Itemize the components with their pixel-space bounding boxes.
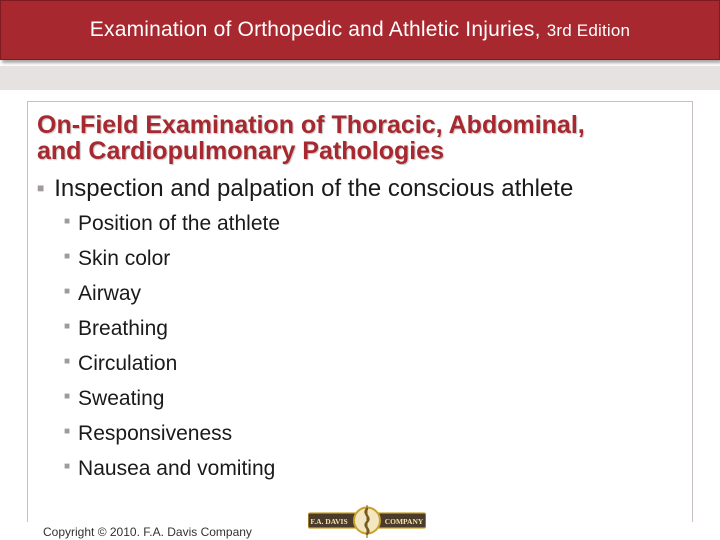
sub-bullet-item [64,419,280,454]
square-bullet-icon: ■ [64,216,71,228]
logo-text-right: COMPANY [384,517,424,526]
sub-bullet-item [64,454,280,489]
sub-bullet-text: Responsiveness [78,422,233,445]
sub-bullet-text: Nausea and vomiting [78,457,276,480]
sub-bullet-text: Skin color [78,247,171,270]
square-bullet-icon: ■ [64,251,71,263]
square-bullet-icon: ■ [64,286,71,298]
sub-bullet-item [64,349,280,384]
header-edition: 3rd Edition [546,21,631,40]
main-bullet [37,174,573,204]
square-bullet-icon: ■ [64,461,71,473]
header-title-text: Examination of Orthopedic and Athletic Injuries, [89,18,541,41]
fa-davis-logo [308,500,426,540]
sub-bullet-item [64,314,280,349]
sub-bullet-list [64,209,280,489]
sub-bullet-text: Sweating [78,387,165,410]
square-bullet-icon: ■ [64,356,71,368]
sub-bullet-item [64,279,280,314]
square-bullet-icon: ■ [37,180,45,195]
sub-bullet-text: Position of the athlete [78,212,281,235]
slide-title [37,112,677,164]
sub-bullet-item [64,244,280,279]
sub-bullet-item [64,384,280,419]
slide-title-line-1: On-Field Examination of Thoracic, Abdominal, [37,111,585,139]
header [0,0,720,62]
logo-text-left: F.A. DAVIS [310,517,348,526]
header-separator-band [0,66,720,90]
square-bullet-icon: ■ [64,426,71,438]
square-bullet-icon: ■ [64,391,71,403]
sub-bullet-text: Airway [78,282,142,305]
square-bullet-icon: ■ [64,321,71,333]
copyright-text: Copyright © 2010. F.A. Davis Company [43,525,252,539]
sub-bullet-item [64,209,280,244]
main-bullet-text: Inspection and palpation of the conscious athlete [54,175,574,202]
sub-bullet-text: Breathing [78,317,168,340]
header-title [0,0,720,60]
slide-title-line-2: and Cardiopulmonary Pathologies [37,137,444,165]
sub-bullet-text: Circulation [78,352,178,375]
